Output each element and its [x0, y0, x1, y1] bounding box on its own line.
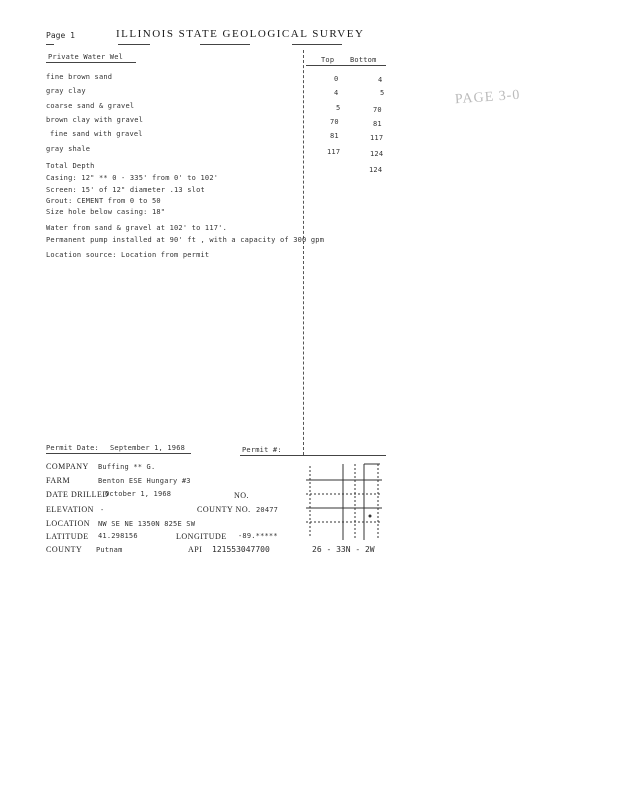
date-drilled-value: October 1, 1968 [105, 490, 172, 498]
stratum-top: 117 [327, 148, 341, 156]
company-label: COMPANY [46, 462, 89, 471]
number-label: NO. [234, 491, 250, 500]
stratum-top: 81 [330, 132, 339, 140]
page-number: Page 1 [46, 31, 75, 40]
pump-note: Permanent pump installed at 90' ft , with a capacity of 300 gpm [46, 236, 325, 244]
stratum-top: 5 [336, 104, 341, 112]
permit-date-rule [46, 453, 191, 454]
grout-note: Grout: CEMENT from 0 to 50 [46, 197, 161, 205]
stratum-top: 4 [334, 89, 339, 97]
county-value: Putnam [96, 546, 123, 554]
stratum-desc: brown clay with gravel [46, 116, 144, 124]
total-depth-value: 124 [369, 166, 383, 174]
stratum-desc: gray shale [46, 145, 91, 153]
longitude-label: LONGITUDE [176, 532, 227, 541]
latitude-value: 41.298156 [98, 532, 138, 540]
stratum-desc: coarse sand & gravel [46, 102, 135, 110]
stratum-bottom: 124 [370, 150, 384, 158]
location-source-note: Location source: Location from permit [46, 251, 210, 259]
longitude-value: -89.***** [238, 532, 278, 540]
header-rule-right [292, 44, 342, 45]
well-location-marker [369, 515, 372, 518]
company-value: Buffing ** G. [98, 463, 156, 471]
well-type-underline [46, 62, 136, 63]
section-grid [300, 460, 386, 542]
permit-date-value: September 1, 1968 [110, 444, 186, 452]
api-label: API [188, 545, 203, 554]
county-number-value: 20477 [256, 506, 279, 514]
column-divider [303, 50, 304, 455]
total-depth-label: Total Depth [46, 162, 95, 170]
top-column-header: Top [321, 56, 335, 64]
farm-label: FARM [46, 476, 71, 485]
farm-value: Benton ESE Hungary #3 [98, 477, 191, 485]
api-value: 121553047700 [212, 545, 270, 554]
date-drilled-label: DATE DRILLED [46, 490, 109, 499]
elevation-value: - [100, 506, 105, 514]
latitude-label: LATITUDE [46, 532, 89, 541]
hole-size-note: Size hole below casing: 18" [46, 208, 166, 216]
header-rule-mid1 [118, 44, 150, 45]
location-value: NW SE NE 1350N 825E SW [98, 520, 196, 528]
water-source-note: Water from sand & gravel at 102' to 117'. [46, 224, 227, 232]
permit-date-label: Permit Date: [46, 444, 99, 452]
county-number-label: COUNTY NO. [197, 505, 251, 514]
elevation-label: ELEVATION [46, 505, 94, 514]
stratum-desc: fine brown sand [46, 73, 113, 81]
header-rule-left [46, 44, 54, 45]
columns-header-rule [306, 65, 386, 66]
stratum-bottom: 5 [380, 89, 385, 97]
stratum-desc: gray clay [46, 87, 86, 95]
well-type-label: Private Water Wel [48, 53, 124, 61]
document-title: ILLINOIS STATE GEOLOGICAL SURVEY [116, 28, 365, 40]
page-stamp: PAGE 3-0 [454, 87, 521, 108]
header-rule-mid2 [200, 44, 250, 45]
stratum-bottom: 117 [370, 134, 384, 142]
stratum-bottom: 4 [378, 76, 383, 84]
stratum-top: 0 [334, 75, 339, 83]
stratum-bottom: 70 [373, 106, 382, 114]
township-range: 26 - 33N - 2W [312, 545, 375, 554]
stratum-top: 70 [330, 118, 339, 126]
stratum-desc: fine sand with gravel [50, 130, 143, 138]
stratum-bottom: 81 [373, 120, 382, 128]
bottom-column-header: Bottom [350, 56, 377, 64]
casing-note: Casing: 12" ** 0 - 335' from 0' to 102' [46, 174, 219, 182]
permit-number-label: Permit #: [242, 446, 282, 454]
screen-note: Screen: 15' of 12" diameter .13 slot [46, 186, 205, 194]
location-label: LOCATION [46, 519, 90, 528]
permit-number-rule [240, 455, 386, 456]
county-label: COUNTY [46, 545, 83, 554]
